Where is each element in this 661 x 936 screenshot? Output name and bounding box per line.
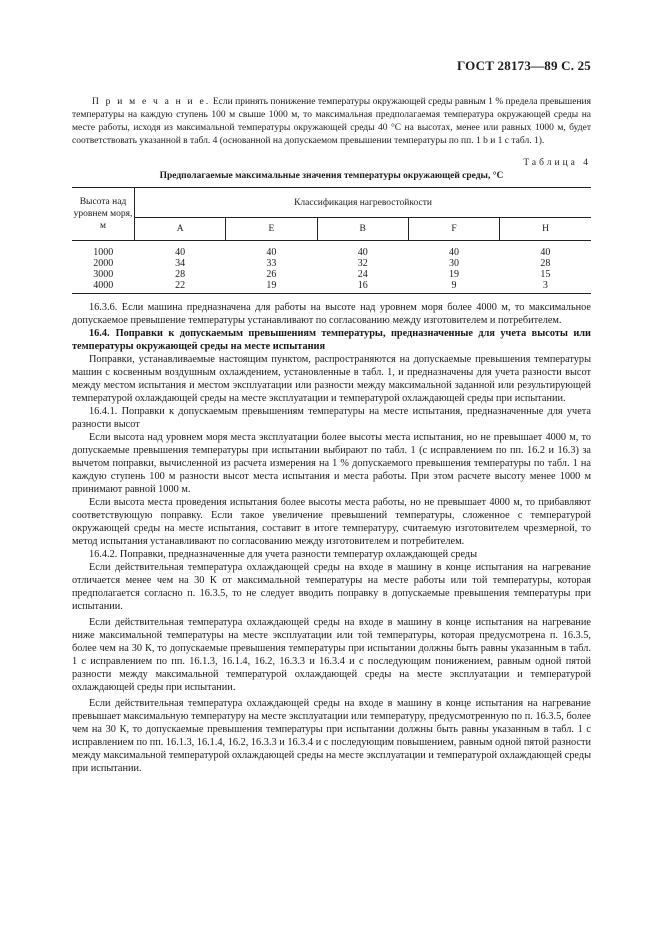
paragraph-16-3-6: 16.3.6. Если машина предназначена для работы на высоте над уровнем моря более 4000 м, то максимальное допускаемое превышение температуры устанавливают по согласованию между изготовителем и потребителем. — [72, 302, 591, 326]
table-number: Таблица 4 — [523, 158, 591, 168]
paragraph: Если действительная температура охлаждающей среды на входе в машину в конце испытания на нагревание ниже максимальной температуры на месте эксплуатации или той температуры, которая предусмотрена п. 16.3.5, более чем на 30 К, то допускаемые превышения температуры при испытании должны быть равны указанным в табл. 1 с исправлением по пп. 16.1.3, 16.1.4, 16.2, 16.3.3 и 16.3.4 и с последующим понижением, равным одной пятой разности между максимальной температурой охлаждающей среды на месте эксплуатации и температурой охлаждающей среды при испытании. — [72, 617, 591, 693]
table-note — [72, 96, 591, 148]
value-cell: 30 — [448, 258, 459, 269]
altitude-header: Высота над уровнем моря, м — [72, 188, 135, 241]
class-a-header: A — [135, 218, 226, 241]
paragraph: Если действительная температура охлаждающей среды на входе в машину в конце испытания на нагревание превышает максимальную температуру на месте эксплуатации или температуру, предусмотренную по п. 16.3.5, более чем на 30 К, то допускаемые превышения температуры при испытании должны быть равны указанным в табл. 1 с исправлением по пп. 16.1.3, 16.1.4, 16.2, 16.3.3 и 16.3.4 и с последующим повышением, равным одной пятой разности между максимальной температурой охлаждающей среды на месте эксплуатации и температурой охлаждающей среды при испытании. — [72, 698, 591, 774]
value-cell: 19 — [448, 269, 459, 280]
table-title: Предполагаемые максимальные значения температуры окружающей среды, °С — [159, 171, 504, 181]
value-cell: 28 — [540, 258, 551, 269]
value-cell: 24 — [357, 269, 368, 280]
value-cell: 9 — [408, 280, 499, 294]
altitude-cell: 3000 — [93, 269, 114, 280]
paragraph-16-4-2: 16.4.2. Поправки, предназначенные для учета разности температур охлаждающей среды — [89, 549, 478, 560]
paragraph: Если действительная температура охлаждающей среды на входе в машину в конце испытания на нагревание отличается менее чем на 30 К от максимальной температуры на месте работы или той температуры, которая предполагается согласно п. 16.3.5, то не следует вводить поправку в допускаемые превышения температуры при испытании. — [72, 562, 591, 612]
value-cell: 40 — [540, 247, 551, 258]
value-cell: 19 — [226, 280, 317, 294]
table-row — [72, 280, 591, 294]
value-cell: 40 — [357, 247, 368, 258]
value-cell: 40 — [266, 247, 277, 258]
altitude-cell: 1000 — [93, 247, 114, 258]
page-header: ГОСТ 28173—89 С. 25 — [457, 58, 591, 73]
value-cell: 28 — [175, 269, 186, 280]
class-e-header: E — [226, 218, 317, 241]
value-cell: 15 — [540, 269, 551, 280]
temperature-table — [72, 187, 591, 294]
section-heading-16-4 — [72, 327, 591, 353]
paragraph-16-4-1: 16.4.1. Поправки к допускаемым превышениям температуры на месте испытания, предназначенные для учета разности высот — [72, 406, 591, 430]
note-text: Если принять понижение температуры окружающей среды равным 1 % предела превышения температуры на каждую ступень 100 м свыше 1000 м, то максимальная предполагаемая температура окружающей среды на месте работы, исходя из максимальной температуры окружающей среды 40 °С на высотах, менее или равных 1000 м, будет соответствовать указанной в табл. 4 (основанной на допускаемом превышении температуры по пп. 1 b и 1 с табл. 1). — [72, 97, 592, 146]
value-cell: 16 — [317, 280, 408, 294]
value-cell: 33 — [266, 258, 277, 269]
value-cell: 40 — [448, 247, 459, 258]
value-cell: 22 — [135, 280, 226, 294]
heading-text: Поправки к допускаемым превышениям температуры, предназначенные для учета высоты или температуры окружающей среды на месте испытания — [72, 328, 591, 352]
table-row — [72, 269, 591, 280]
paragraph: Если высота над уровнем моря места эксплуатации более высоты места испытания, но не превышает 4000 м, то допускаемые превышения температуры при испытании выбирают по табл. 1 (с исправлением по пп. 16.2 и 16.3) за вычетом поправки, вычисленной из расчета измерения на 1 % допускаемого превышения температуры по табл. 1 на каждую ступень 100 м разности высот места испытания и места работы. При этом расчете высоту менее 1000 м принимают равной 1000 м. — [72, 432, 591, 495]
class-f-header: F — [408, 218, 499, 241]
class-b-header: B — [317, 218, 408, 241]
paragraph: Если высота места проведения испытания более высоты места работы, но не превышает 4000 м, то прибавляют соответствующую поправку. Если такое увеличение превышений температуры, сложенное с температурой окружающей среды на месте испытания, составит в итоге температуру, считаемую изготовителем чрезмерной, то метод испытания устанавливают по согласованию между изготовителем и потребителем. — [72, 497, 591, 547]
altitude-cell: 2000 — [93, 258, 114, 269]
value-cell: 26 — [266, 269, 277, 280]
class-h-header: H — [500, 218, 591, 241]
table-row — [72, 258, 591, 269]
value-cell: 3 — [500, 280, 591, 294]
value-cell: 32 — [357, 258, 368, 269]
note-label: П р и м е ч а н и е. — [92, 97, 211, 107]
table-row — [72, 241, 591, 259]
heading-number: 16.4. — [89, 328, 110, 339]
body-text — [72, 301, 591, 775]
classification-header: Классификация нагревостойкости — [135, 188, 592, 218]
altitude-cell: 4000 — [72, 280, 135, 294]
paragraph: Поправки, устанавливаемые настоящим пунктом, распространяются на допускаемые превышения температуры машин с косвенным воздушным охлаждением, установленные в табл. 1, и предназначены для учета разности высот между местом испытания и местом эксплуатации или разности между максимальной заданной или результирующей температурой охлаждающей среды на месте эксплуатации и температурой охлаждающей среды при испытании. — [72, 354, 591, 404]
value-cell: 34 — [175, 258, 186, 269]
value-cell: 40 — [175, 247, 186, 258]
